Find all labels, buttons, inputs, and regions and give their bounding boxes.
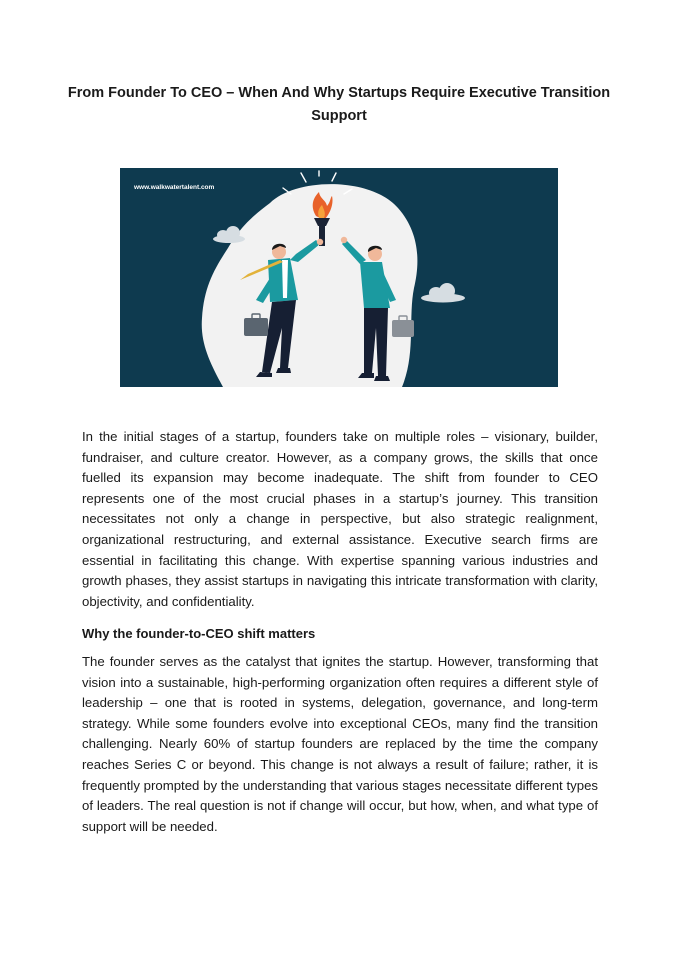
intro-paragraph: In the initial stages of a startup, founders take on multiple roles – visionary, builder, fundraiser, and culture creator. However, as a company grows, the skills that once fuelled its expansion may become inadequate. The shift from founder to CEO represents one of the most crucial phases in a startup’s journey. This transition necessitates not only a change in perspective, but also strategic realignment, organizational restructuring, and external assistance. Executive search firms are essential in facilitating this change. With expertise spanning various industries and growth phases, they assist startups in navigating this intricate transformation with clarity, objectivity, and confidentiality. xyxy=(82,429,598,609)
hero-watermark: www.walkwatertalent.com xyxy=(134,184,215,191)
section-heading: Why the founder-to-CEO shift matters xyxy=(82,626,316,641)
page-title: From Founder To CEO – When And Why Startups Require Executive Transition Support xyxy=(67,85,611,124)
body-paragraph: The founder serves as the catalyst that ignites the startup. However, transforming that vision into a sustainable, high-performing organization often requires a different style of leadership – one that is rooted in systems, delegation, governance, and long-term strategy. While some founders evolve into exceptional CEOs, many find the transition challenging. Nearly 60% of startup founders are replaced by the time the company reaches Series C or beyond. This change is not always a result of failure; rather, it is frequently prompted by the understanding that various stages necessitate different types of leaders. The real question is not if change will occur, but how, when, and what type of support will be needed. xyxy=(82,654,598,834)
hero-illustration xyxy=(120,168,558,387)
